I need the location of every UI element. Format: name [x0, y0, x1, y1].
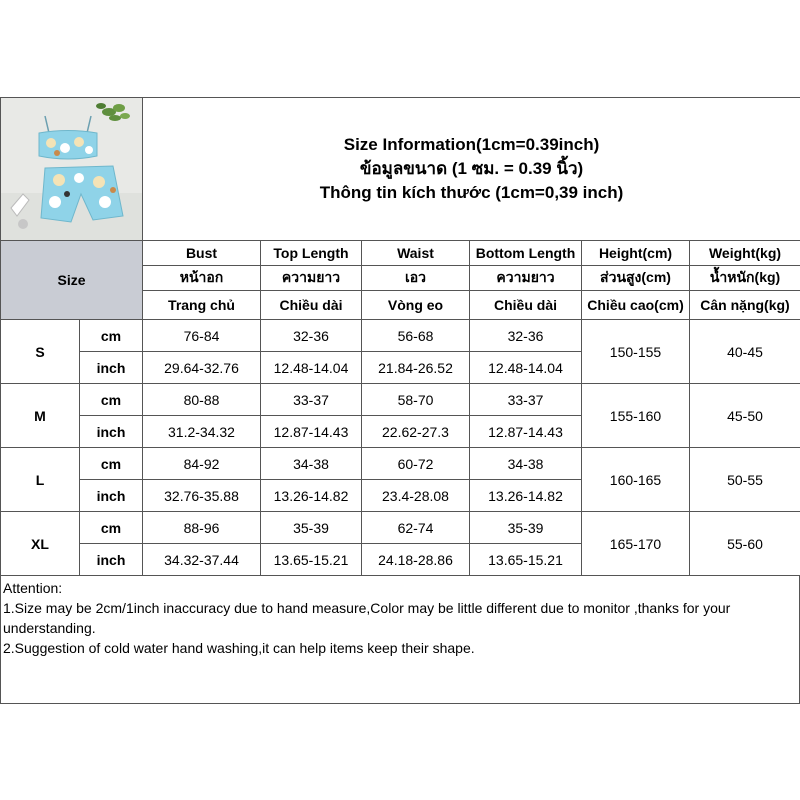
unit-inch: inch	[80, 352, 143, 384]
cell-height: 160-165	[582, 448, 690, 512]
unit-inch: inch	[80, 544, 143, 576]
size-name-l: L	[1, 448, 80, 512]
title-vietnamese: Thông tin kích thước (1cm=0,39 inch)	[319, 183, 624, 202]
cell-top-length: 12.87-14.43	[261, 416, 362, 448]
cell-waist: 21.84-26.52	[362, 352, 470, 384]
cell-waist: 24.18-28.86	[362, 544, 470, 576]
col-bust-th: หน้าอก	[143, 266, 261, 291]
unit-cm: cm	[80, 320, 143, 352]
cell-bust: 31.2-34.32	[143, 416, 261, 448]
cell-top-length: 34-38	[261, 448, 362, 480]
cell-waist: 62-74	[362, 512, 470, 544]
col-height-en: Height(cm)	[582, 241, 690, 266]
attention-notes	[0, 576, 800, 704]
cell-height: 165-170	[582, 512, 690, 576]
cell-waist: 22.62-27.3	[362, 416, 470, 448]
title-block	[143, 98, 800, 241]
cell-weight: 45-50	[690, 384, 800, 448]
col-bottom-length-th: ความยาว	[470, 266, 582, 291]
cell-top-length: 32-36	[261, 320, 362, 352]
col-height-th: ส่วนสูง(cm)	[582, 266, 690, 291]
cell-bust: 80-88	[143, 384, 261, 416]
size-name-xl: XL	[1, 512, 80, 576]
unit-inch: inch	[80, 416, 143, 448]
cell-weight: 55-60	[690, 512, 800, 576]
size-name-m: M	[1, 384, 80, 448]
col-weight-en: Weight(kg)	[690, 241, 800, 266]
col-height-vi: Chiều cao(cm)	[582, 291, 690, 320]
cell-bottom-length: 13.26-14.82	[470, 480, 582, 512]
table-row	[1, 320, 800, 352]
attention-note-2: 2.Suggestion of cold water hand washing,it can help items keep their shape.	[3, 640, 475, 656]
table-row	[1, 448, 800, 480]
table-row	[1, 384, 800, 416]
size-chart	[0, 97, 800, 703]
cell-bottom-length: 13.65-15.21	[470, 544, 582, 576]
cell-height: 155-160	[582, 384, 690, 448]
product-photo	[1, 98, 143, 240]
size-table	[0, 97, 800, 576]
unit-cm: cm	[80, 384, 143, 416]
attention-note-1: 1.Size may be 2cm/1inch inaccuracy due to hand measure,Color may be little different due to monitor ,thanks for your understanding.	[3, 600, 731, 636]
title-thai: ข้อมูลขนาด (1 ซม. = 0.39 นิ้ว)	[359, 159, 584, 178]
cell-top-length: 13.26-14.82	[261, 480, 362, 512]
col-bottom-length-en: Bottom Length	[470, 241, 582, 266]
col-waist-th: เอว	[362, 266, 470, 291]
title-english: Size Information(1cm=0.39inch)	[343, 135, 600, 154]
cell-bust: 32.76-35.88	[143, 480, 261, 512]
cell-bust: 88-96	[143, 512, 261, 544]
col-top-length-vi: Chiều dài	[261, 291, 362, 320]
table-row	[1, 512, 800, 544]
cell-waist: 23.4-28.08	[362, 480, 470, 512]
size-heading: Size	[1, 241, 143, 320]
cell-height: 150-155	[582, 320, 690, 384]
cell-bust: 84-92	[143, 448, 261, 480]
unit-inch: inch	[80, 480, 143, 512]
cell-weight: 50-55	[690, 448, 800, 512]
cell-bottom-length: 35-39	[470, 512, 582, 544]
cell-waist: 60-72	[362, 448, 470, 480]
cell-bust: 34.32-37.44	[143, 544, 261, 576]
col-weight-vi: Cân nặng(kg)	[690, 291, 800, 320]
size-name-s: S	[1, 320, 80, 384]
cell-top-length: 12.48-14.04	[261, 352, 362, 384]
cell-top-length: 33-37	[261, 384, 362, 416]
cell-top-length: 35-39	[261, 512, 362, 544]
cell-waist: 58-70	[362, 384, 470, 416]
product-photo-cell	[1, 98, 143, 241]
cell-top-length: 13.65-15.21	[261, 544, 362, 576]
cell-bottom-length: 12.48-14.04	[470, 352, 582, 384]
col-weight-th: น้ำหนัก(kg)	[690, 266, 800, 291]
cell-bottom-length: 34-38	[470, 448, 582, 480]
unit-cm: cm	[80, 512, 143, 544]
unit-cm: cm	[80, 448, 143, 480]
cell-bottom-length: 33-37	[470, 384, 582, 416]
col-waist-vi: Vòng eo	[362, 291, 470, 320]
col-bust-vi: Trang chủ	[143, 291, 261, 320]
col-waist-en: Waist	[362, 241, 470, 266]
cell-bottom-length: 12.87-14.43	[470, 416, 582, 448]
cell-waist: 56-68	[362, 320, 470, 352]
cell-bottom-length: 32-36	[470, 320, 582, 352]
col-top-length-th: ความยาว	[261, 266, 362, 291]
cell-bust: 76-84	[143, 320, 261, 352]
col-top-length-en: Top Length	[261, 241, 362, 266]
cell-bust: 29.64-32.76	[143, 352, 261, 384]
col-bottom-length-vi: Chiều dài	[470, 291, 582, 320]
attention-heading: Attention:	[3, 580, 63, 596]
cell-weight: 40-45	[690, 320, 800, 384]
col-bust-en: Bust	[143, 241, 261, 266]
